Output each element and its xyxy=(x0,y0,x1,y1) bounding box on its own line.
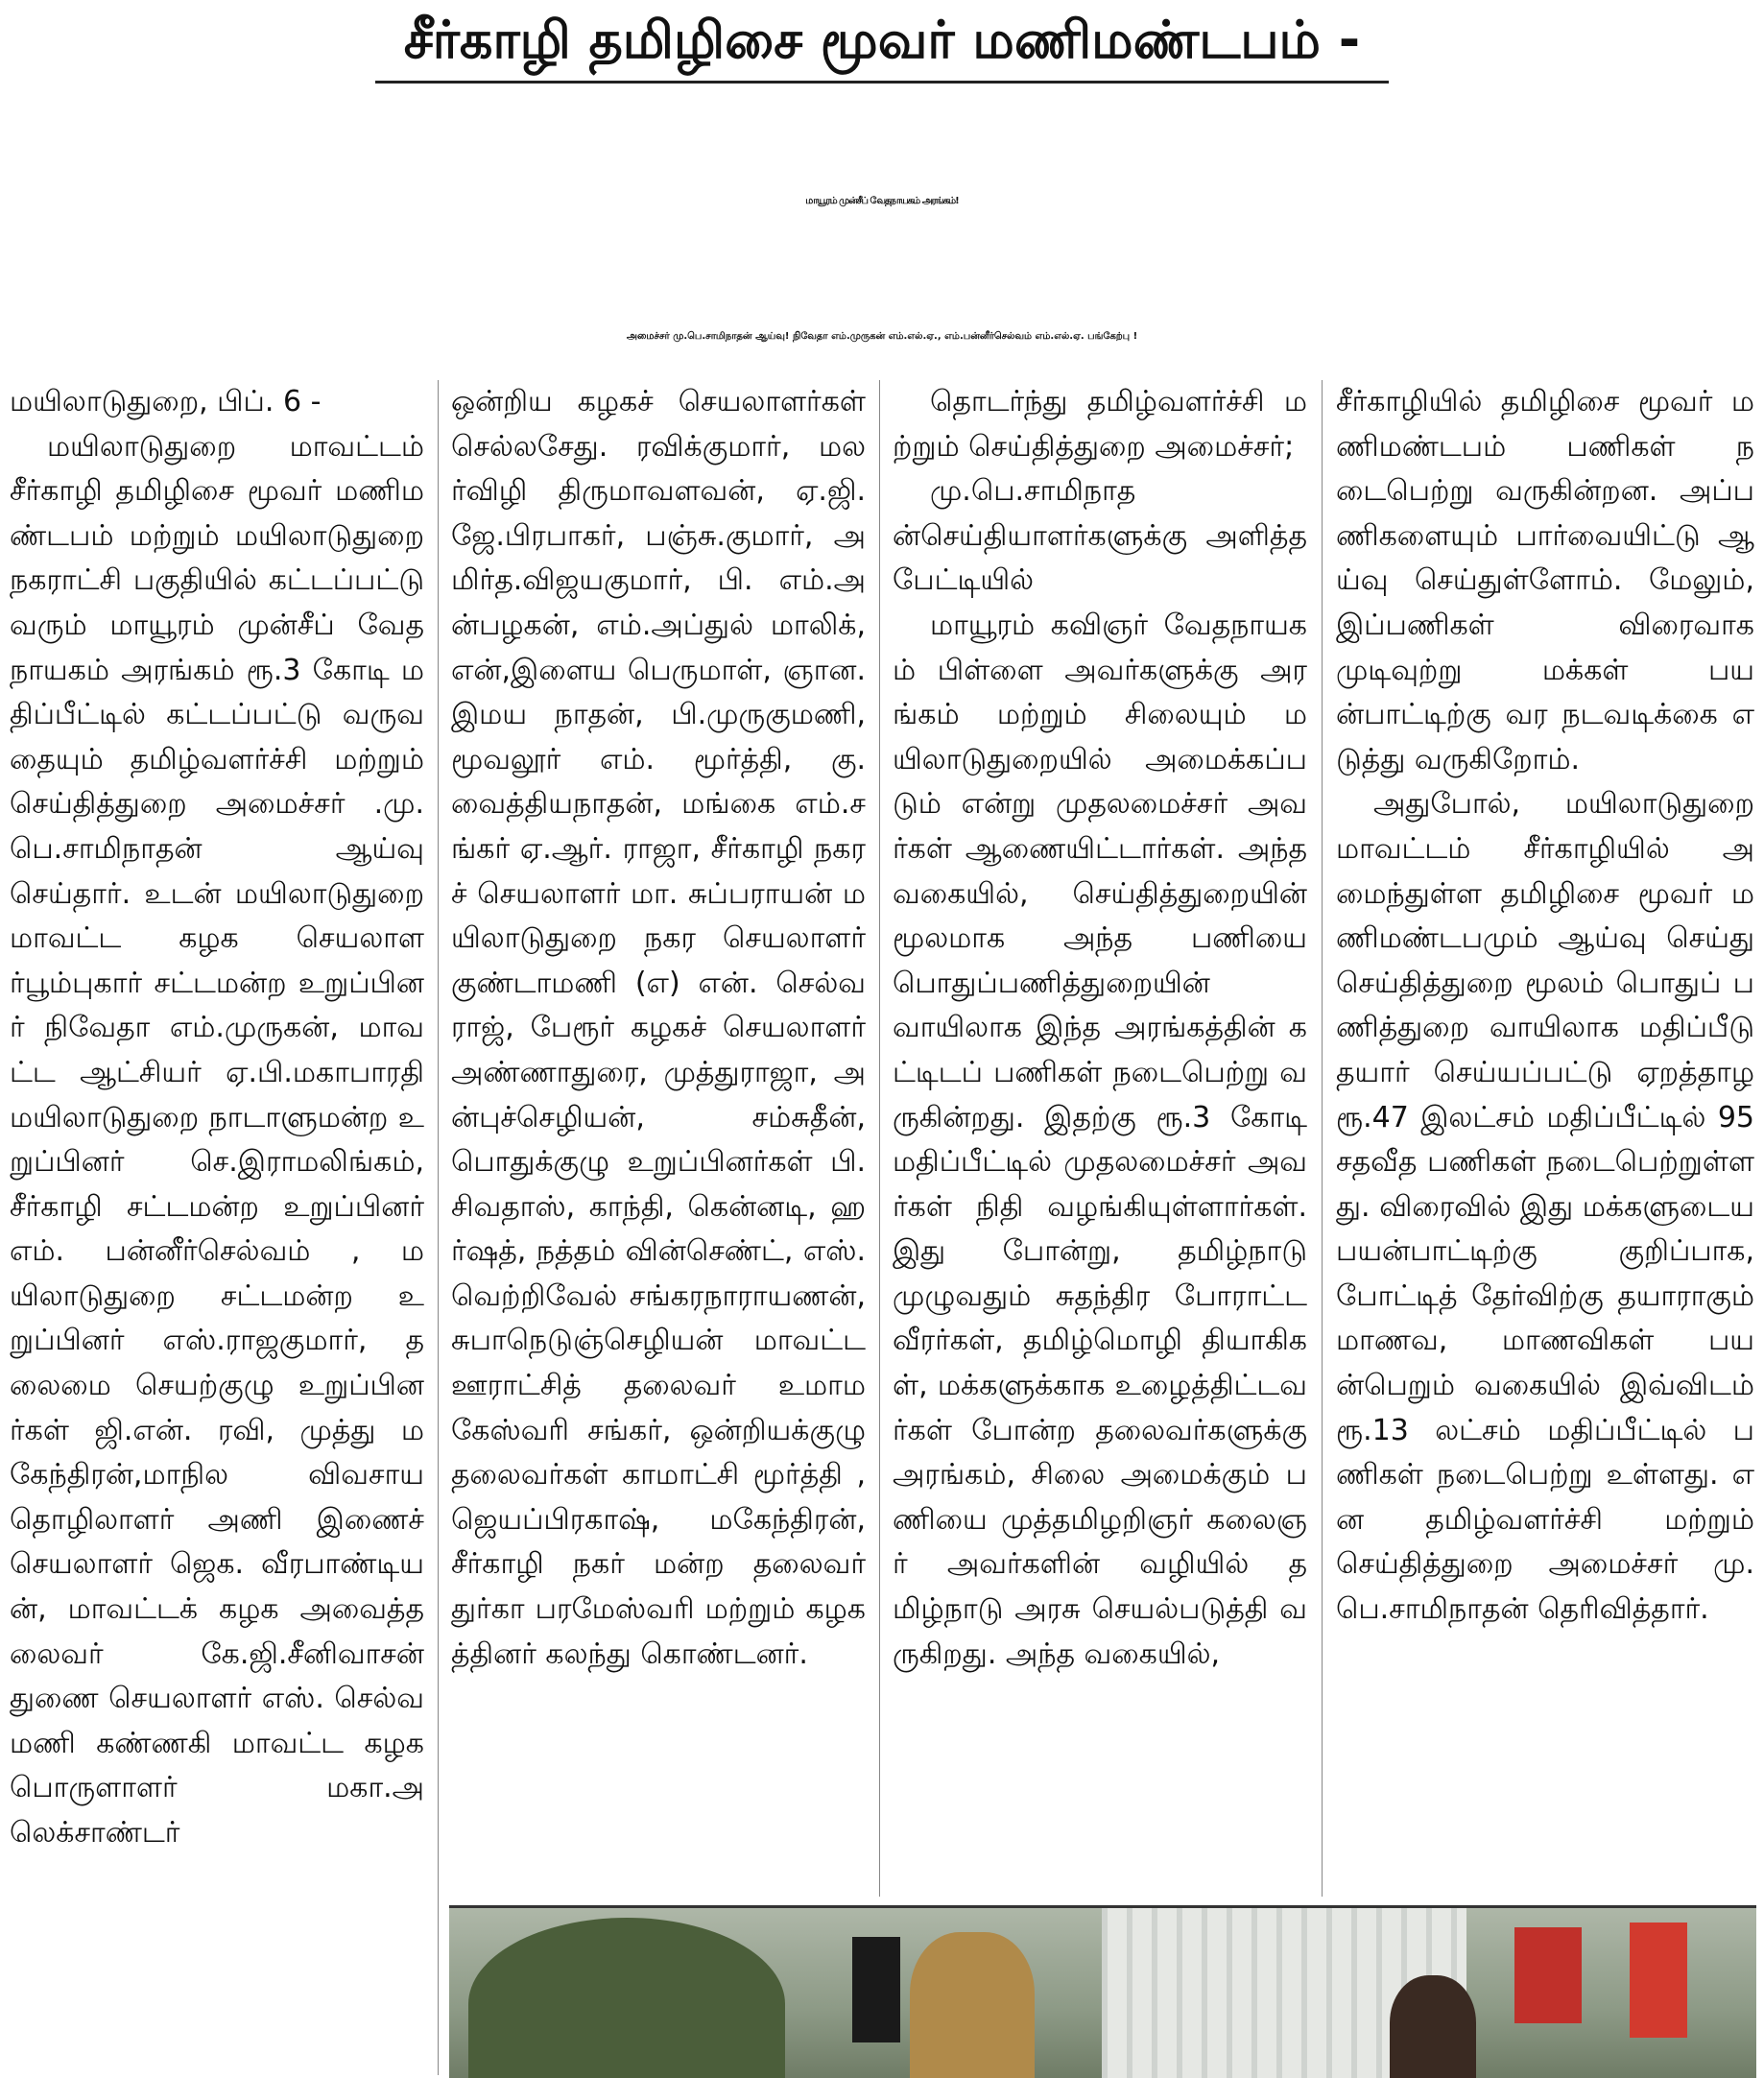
dateline: மயிலாடுதுறை, பிப். 6 - xyxy=(10,385,322,418)
photo-tree xyxy=(468,1918,785,2078)
article-column-1 xyxy=(10,380,424,2075)
column-divider xyxy=(1322,380,1323,1897)
paragraph: மு.பெ.சாமிநாதன்செய்தியாளர்களுக்கு அளித்த பேட்டியில் xyxy=(893,474,1307,598)
photo-person xyxy=(1390,1975,1476,2078)
kicker-text: சீர்காழி தமிழிசை மூவர் மணிமண்டபம் - xyxy=(375,0,1389,84)
article-subhead: அமைச்சர் மு.பெ.சாமிநாதன் ஆய்வு! நிவேதா எம்.முருகன் எம்.எல்.ஏ., எம்.பன்னீர்செல்வம் எம்.எல்.ஏ. பங்கேற்பு ! xyxy=(626,331,1138,342)
paragraph: மயிலாடுதுறை மாவட்டம் சீர்காழி தமிழிசை மூவர் மணிமண்டபம் மற்றும் மயிலாடுதுறை நகராட்சி பகுதியில் கட்டப்பட்டு வரும் மாயூரம் முன்சீப் வேதநாயகம் அரங்கம் ரூ.3 கோடி மதிப்பீட்டில் கட்டப்பட்டு வருவதையும் தமிழ்வளர்ச்சி மற்றும் செய்தித்துறை அமைச்சர் .மு.பெ.சாமிநாதன் ஆய்வு செய்தார். உடன் மயிலாடுதுறை மாவட்ட கழக செயலாளர்பூம்புகார் சட்டமன்ற உறுப்பினர் நிவேதா எம்.முருகன், மாவட்ட ஆட்சியர் ஏ.பி.மகாபாரதி மயிலாடுதுறை நாடாளுமன்ற உறுப்பினர் செ.இராமலிங்கம், சீர்காழி சட்டமன்ற உறுப்பினர் எம். பன்னீர்செல்வம் , மயிலாடுதுறை சட்டமன்ற உறுப்பினர் எஸ்.ராஜகுமார், தலைமை செயற்குழு உறுப்பினர்கள் ஜி.என். ரவி, முத்து மகேந்திரன்,மாநில விவசாய தொழிலாளர் அணி இணைச் செயலாளர் ஜெக. வீரபாண்டியன், மாவட்டக் கழக அவைத்தலைவர் கே.ஜி.சீனிவாசன் துணை செயலாளர் எஸ். செல்வமணி கண்ணகி மாவட்ட கழக பொருளாளர் மகா.அலெக்சாண்டர் xyxy=(10,429,424,1850)
article-column-2 xyxy=(451,380,866,2075)
column-divider xyxy=(879,380,880,1897)
article-column-4 xyxy=(1336,380,1754,1906)
photo-flag-black xyxy=(852,1937,900,2042)
article-kicker xyxy=(0,0,1764,94)
photo-statue xyxy=(910,1932,1035,2078)
paragraph: தொடர்ந்து தமிழ்வளர்ச்சி மற்றும் செய்தித்துறை அமைச்சர்; xyxy=(893,385,1307,464)
article-column-3 xyxy=(893,380,1307,1906)
paragraph: மாயூரம் கவிஞர் வேதநாயகம் பிள்ளை அவர்களுக்கு அரங்கம் மற்றும் சிலையும் மயிலாடுதுறையில் அமைக்கப்படும் என்று முதலமைச்சர் அவர்கள் ஆணையிட்டார்கள். அந்த வகையில், செய்தித்துறையின் மூலமாக அந்த பணியை பொதுப்பணித்துறையின் வாயிலாக இந்த அரங்கத்தின் கட்டிடப் பணிகள் நடைபெற்று வருகின்றது. இதற்கு ரூ.3 கோடி மதிப்பீட்டில் முதலமைச்சர் அவர்கள் நிதி வழங்கியுள்ளார்கள். இது போன்று, தமிழ்நாடு முழுவதும் சுதந்திர போராட்ட வீரர்கள், தமிழ்மொழி தியாகிகள், மக்களுக்காக உழைத்திட்டவர்கள் போன்ற தலைவர்களுக்கு அரங்கம், சிலை அமைக்கும் பணியை முத்தமிழறிஞர் கலைஞர் அவர்களின் வழியில் தமிழ்நாடு அரசு செயல்படுத்தி வருகிறது. அந்த வகையில், xyxy=(893,608,1307,1671)
paragraph: சீர்காழியில் தமிழிசை மூவர் மணிமண்டபம் பணிகள் நடைபெற்று வருகின்றன. அப்பணிகளையும் பார்வையிட்டு ஆய்வு செய்துள்ளோம். மேலும், இப்பணிகள் விரைவாக முடிவுற்று மக்கள் பயன்பாட்டிற்கு வர நடவடிக்கை எடுத்து வருகிறோம். xyxy=(1336,385,1754,776)
event-photo xyxy=(449,1905,1756,2078)
photo-flag-red xyxy=(1514,1927,1582,2023)
column-divider xyxy=(438,380,439,2075)
article-headline: மாயூரம் முன்சீப் வேதநாயகம் அரங்கம்! xyxy=(805,196,959,206)
paragraph: ஒன்றிய கழகச் செயலாளர்கள் செல்லசேது. ரவிக்குமார், மலர்விழி திருமாவளவன், ஏ.ஜி.ஜே.பிரபாகர், பஞ்சு.குமார், அமிர்த.விஜயகுமார், பி. எம்.அன்பழகன், எம்.அப்துல் மாலிக், என்,இளைய பெருமாள், ஞான.இமய நாதன், பி.முருகுமணி, மூவலூர் எம். மூர்த்தி, கு.வைத்தியநாதன், மங்கை எம்.சங்கர் ஏ.ஆர். ராஜா, சீர்காழி நகரச் செயலாளர் மா. சுப்பராயன் மயிலாடுதுறை நகர செயலாளர் குண்டாமணி (எ) என். செல்வராஜ், பேரூர் கழகச் செயலாளர் அண்ணாதுரை, முத்துராஜா, அன்புச்செழியன், சம்சுதீன், பொதுக்குழு உறுப்பினர்கள் பி.சிவதாஸ், காந்தி, கென்னடி, ஹர்ஷத், நத்தம் வின்செண்ட், எஸ். வெற்றிவேல் சங்கரநாராயணன், சுபாநெடுஞ்செழியன் மாவட்ட ஊராட்சித் தலைவர் உமாமகேஸ்வரி சங்கர், ஒன்றியக்குழு தலைவர்கள் காமாட்சி மூர்த்தி , ஜெயப்பிரகாஷ், மகேந்திரன், சீர்காழி நகர் மன்ற தலைவர் துர்கா பரமேஸ்வரி மற்றும் கழகத்தினர் கலந்து கொண்டனர். xyxy=(451,385,866,1671)
photo-flag-red xyxy=(1630,1923,1687,2038)
paragraph: அதுபோல், மயிலாடுதுறை மாவட்டம் சீர்காழியில் அமைந்துள்ள தமிழிசை மூவர் மணிமண்டபமும் ஆய்வு செய்து செய்தித்துறை மூலம் பொதுப் பணித்துறை வாயிலாக மதிப்பீடு தயார் செய்யப்பட்டு ஏறத்தாழ ரூ.47 இலட்சம் மதிப்பீட்டில் 95 சதவீத பணிகள் நடைபெற்றுள்ளது. விரைவில் இது மக்களுடைய பயன்பாட்டிற்கு குறிப்பாக, போட்டித் தேர்விற்கு தயாராகும் மாணவ, மாணவிகள் பயன்பெறும் வகையில் இவ்விடம் ரூ.13 லட்சம் மதிப்பீட்டில் பணிகள் நடைபெற்று உள்ளது. என தமிழ்வளர்ச்சி மற்றும் செய்தித்துறை அமைச்சர் மு.பெ.சாமிநாதன் தெரிவித்தார். xyxy=(1336,787,1754,1627)
